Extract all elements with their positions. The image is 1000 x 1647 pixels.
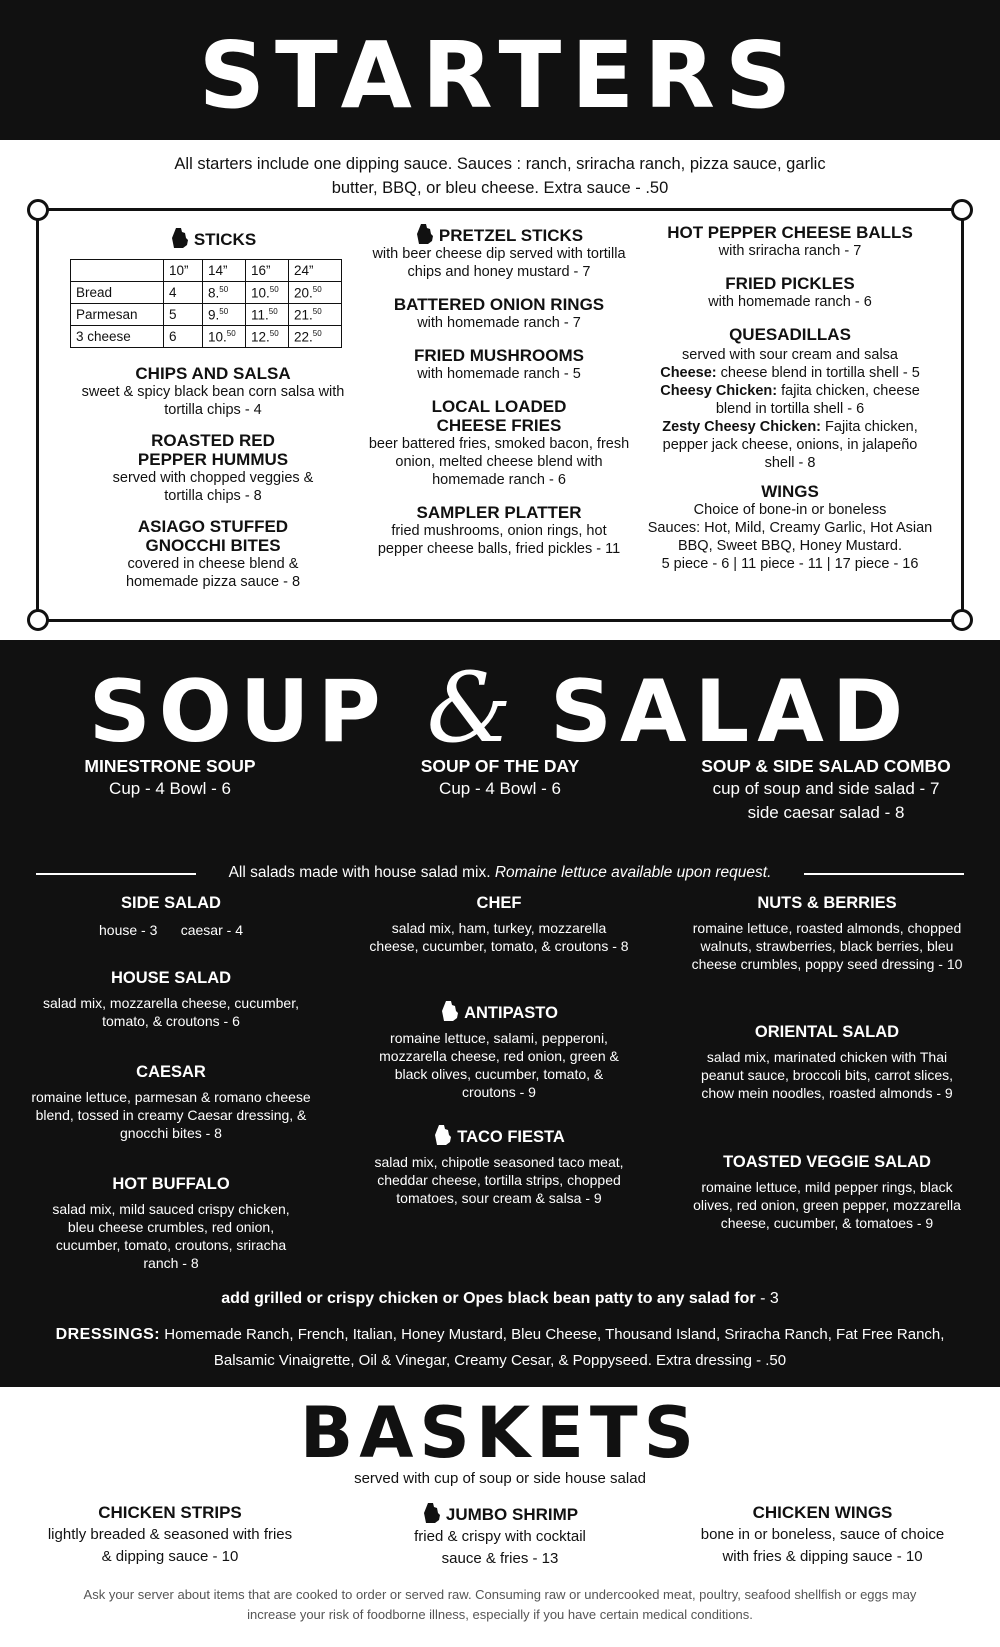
basket-desc: sauce & fries - 13	[441, 1550, 559, 1567]
salad-title-text: TACO FIESTA	[457, 1128, 565, 1146]
salad-desc: salad mix, mild sauced crispy chicken, bleu cheese crumbles, red onion, cucumber, tomato, croutons, sriracha ranch - 8	[52, 1201, 290, 1271]
menu-item	[359, 346, 639, 383]
item-title: LOCAL LOADED CHEESE FRIES	[431, 397, 567, 435]
starters-frame	[36, 208, 964, 622]
frame-corner	[27, 199, 49, 221]
price-cell	[246, 326, 289, 348]
price-value: 21.	[294, 307, 313, 323]
item-desc: with homemade ranch - 7	[417, 315, 581, 331]
price-cell	[289, 326, 342, 348]
item-desc: with homemade ranch - 5	[417, 366, 581, 382]
table-row	[71, 282, 342, 304]
item-title-text: PRETZEL STICKS	[438, 226, 584, 245]
frame-corner	[951, 199, 973, 221]
soup-item	[370, 756, 630, 801]
menu-item	[69, 431, 357, 505]
item-title: FRIED PICKLES	[725, 274, 855, 293]
salad-note-italic: Romaine lettuce available upon request.	[494, 864, 772, 881]
side-house-price: house - 3	[99, 922, 158, 938]
salad-title	[368, 1000, 630, 1023]
salad-veggie	[686, 1152, 968, 1232]
dressings-list	[45, 1322, 955, 1374]
price-cents: 50	[312, 328, 322, 338]
dressings-label: DRESSINGS:	[55, 1326, 161, 1343]
salad-title: NUTS & BERRIES	[757, 894, 897, 912]
desc-label: Cheese:	[660, 365, 717, 381]
size-header: 14”	[203, 260, 246, 282]
item-desc: with sriracha ranch - 7	[718, 243, 862, 259]
salad-desc: romaine lettuce, roasted almonds, chopped walnuts, strawberries, black berries, bleu cheese crumbles, poppy seed dressing - 10	[691, 920, 963, 972]
item-title: BATTERED ONION RINGS	[393, 295, 605, 314]
salad-desc: romaine lettuce, parmesan & romano cheese blend, tossed in creamy Caesar dressing, & gnocchi bites - 8	[31, 1089, 311, 1141]
price-value: 11.	[251, 307, 269, 323]
size-header: 24”	[289, 260, 342, 282]
price-cell	[246, 304, 289, 326]
item-desc	[645, 364, 935, 382]
soup-title: SOUP & SIDE SALAD COMBO	[701, 756, 951, 776]
michigan-icon	[422, 1502, 442, 1524]
basket-title: CHICKEN STRIPS	[98, 1503, 242, 1522]
salad-title: HOT BUFFALO	[112, 1175, 230, 1193]
starters-header-band	[0, 0, 1000, 140]
soup-salad-title	[0, 652, 1000, 764]
frame-corner	[951, 609, 973, 631]
item-title: SAMPLER PLATTER	[416, 503, 582, 522]
desc-text: fajita chicken, cheese blend in tortilla shell - 6	[715, 383, 920, 417]
item-title: WINGS	[761, 482, 819, 501]
salad-title: TOASTED VEGGIE SALAD	[723, 1153, 931, 1171]
basket-desc: lightly breaded & seasoned with fries	[47, 1526, 293, 1543]
item-title: QUESADILLAS	[729, 325, 851, 344]
salad-taco	[368, 1124, 630, 1207]
salad-note	[36, 864, 964, 882]
salad-title: HOUSE SALAD	[110, 969, 232, 987]
item-desc: fried mushrooms, onion rings, hot pepper cheese balls, fried pickles - 11	[377, 523, 621, 557]
baskets-title: BASKETS	[299, 1392, 701, 1474]
price-cents: 50	[226, 328, 236, 338]
menu-item	[645, 482, 935, 573]
price-cell	[203, 326, 246, 348]
side-caesar-price: caesar - 4	[180, 922, 243, 938]
price-cents: 50	[268, 306, 278, 316]
price-cents: 50	[219, 306, 229, 316]
basket-desc: bone in or boneless, sauce of choice	[700, 1526, 945, 1543]
item-desc: served with chopped veggies & tortilla chips - 8	[112, 470, 314, 504]
salad-divider	[36, 864, 964, 882]
soup-item	[676, 756, 976, 825]
frame-corner	[27, 609, 49, 631]
menu-item	[645, 325, 935, 472]
size-header: 16”	[246, 260, 289, 282]
desc-text: cheese blend in tortilla shell - 5	[716, 365, 920, 381]
salad-antipasto	[368, 1000, 630, 1101]
price-cents: 50	[219, 284, 229, 294]
basket-title: CHICKEN WINGS	[752, 1503, 893, 1522]
basket-desc: fried & crispy with cocktail	[414, 1528, 586, 1545]
price-value: 20.	[294, 285, 313, 301]
menu-item	[359, 503, 639, 558]
desc-text: Fajita chicken, pepper jack cheese, onions, in jalapeño shell - 8	[662, 419, 918, 471]
table-row	[71, 260, 342, 282]
menu-item	[359, 397, 639, 489]
salad-desc: salad mix, mozzarella cheese, cucumber, tomato, & croutons - 6	[43, 995, 299, 1029]
soup-price: Cup - 4 Bowl - 6	[439, 779, 561, 798]
salad-buffalo	[40, 1174, 302, 1272]
row-name: Bread	[71, 282, 164, 304]
price-value: 10.	[251, 285, 270, 301]
table-row	[71, 326, 342, 348]
soup-price: cup of soup and side salad - 7	[712, 779, 940, 798]
soup-title: SOUP OF THE DAY	[420, 756, 580, 776]
price-cents: 50	[269, 328, 279, 338]
item-desc: with homemade ranch - 6	[708, 294, 872, 310]
item-desc: 5 piece - 6 | 11 piece - 11 | 17 piece - 16	[661, 556, 919, 572]
salad-addon	[0, 1290, 1000, 1308]
sticks-price-table	[70, 259, 342, 348]
salad-title: SIDE SALAD	[121, 894, 221, 912]
basket-title-text: JUMBO SHRIMP	[445, 1505, 579, 1524]
salad-title	[368, 1124, 630, 1147]
starters-column-3	[645, 211, 935, 573]
price-value: 22.	[294, 329, 313, 345]
starters-title: STARTERS	[198, 22, 802, 129]
menu-item	[645, 223, 935, 260]
price-cell	[203, 282, 246, 304]
basket-item	[680, 1502, 965, 1568]
basket-title	[360, 1502, 640, 1526]
item-title: ROASTED RED PEPPER HUMMUS	[137, 431, 289, 469]
price-cell	[289, 304, 342, 326]
price-value: 12.	[251, 329, 270, 345]
price-cell	[246, 282, 289, 304]
salad-title-text: ANTIPASTO	[464, 1004, 558, 1022]
baskets-note: served with cup of soup or side house salad	[354, 1470, 646, 1487]
menu-item	[69, 517, 357, 591]
item-desc	[645, 418, 935, 472]
basket-desc: & dipping sauce - 10	[101, 1548, 239, 1565]
michigan-icon	[415, 223, 435, 245]
salad-title: CHEF	[476, 894, 522, 912]
item-title: CHIPS AND SALSA	[135, 364, 291, 383]
soup-item	[40, 756, 300, 801]
salad-note-text: All salads made with house salad mix.	[228, 864, 495, 881]
menu-item	[359, 223, 639, 281]
salad-desc: romaine lettuce, mild pepper rings, black olives, red onion, green pepper, mozzarella cheese, cucumber, & tomatoes - 9	[693, 1179, 961, 1231]
salad-oriental	[686, 1022, 968, 1102]
row-name: 3 cheese	[71, 326, 164, 348]
desc-label: Cheesy Chicken:	[660, 383, 778, 399]
michigan-icon	[440, 1000, 460, 1022]
price-cell: 5	[164, 304, 203, 326]
title-ampersand: &	[426, 652, 513, 764]
title-part: SALAD	[512, 662, 912, 762]
salad-desc: salad mix, marinated chicken with Thai peanut sauce, broccoli bits, carrot slices, chow mein noodles, roasted almonds - 9	[700, 1049, 954, 1101]
price-value: 10.	[208, 329, 227, 345]
item-title: HOT PEPPER CHEESE BALLS	[667, 223, 913, 242]
item-title: FRIED MUSHROOMS	[414, 346, 584, 365]
salad-chef	[368, 893, 630, 955]
salad-house	[40, 968, 302, 1030]
starters-column-2	[359, 211, 639, 558]
sticks-title	[69, 227, 357, 249]
item-desc: sweet & spicy black bean corn salsa with tortilla chips - 4	[81, 384, 345, 418]
menu-item	[645, 274, 935, 311]
salad-caesar	[30, 1062, 312, 1142]
menu-item	[69, 364, 357, 419]
item-desc: Sauces: Hot, Mild, Creamy Garlic, Hot Asian BBQ, Sweet BBQ, Honey Mustard.	[647, 520, 933, 554]
soup-price: side caesar salad - 8	[747, 803, 905, 822]
price-value: 9.	[208, 307, 220, 323]
soup-title: MINESTRONE SOUP	[84, 756, 256, 776]
soup-price: Cup - 4 Bowl - 6	[109, 779, 231, 798]
salad-desc: salad mix, ham, turkey, mozzarella cheese, cucumber, tomato, & croutons - 8	[369, 920, 629, 954]
row-name: Parmesan	[71, 304, 164, 326]
item-desc: with beer cheese dip served with tortilla chips and honey mustard - 7	[372, 246, 626, 280]
item-desc	[645, 382, 935, 418]
price-cents: 50	[312, 284, 322, 294]
price-cell: 4	[164, 282, 203, 304]
sticks-label: STICKS	[193, 230, 257, 249]
item-desc: served with sour cream and salsa	[682, 347, 898, 363]
salad-desc: romaine lettuce, salami, pepperoni, mozzarella cheese, red onion, green & black olives, cucumber, tomato, & croutons - 9	[379, 1030, 619, 1100]
item-title	[359, 223, 639, 245]
salad-desc	[30, 921, 312, 939]
michigan-icon	[433, 1124, 453, 1146]
starters-sauce-note: All starters include one dipping sauce. Sauces : ranch, sriracha ranch, pizza sauce, garlic butter, BBQ, or bleu cheese. Extra sauce - .50	[174, 155, 826, 197]
item-desc: Choice of bone-in or boneless	[693, 502, 887, 518]
item-title: ASIAGO STUFFED GNOCCHI BITES	[137, 517, 289, 555]
price-cell	[289, 282, 342, 304]
price-cell: 6	[164, 326, 203, 348]
basket-item	[360, 1502, 640, 1570]
dressings-text: Homemade Ranch, French, Italian, Honey Mustard, Bleu Cheese, Thousand Island, Sriracha Ranch, Fat Free Ranch, Balsamic Vinaigrette, Oil & Vinegar, Creamy Cesar, & Poppyseed. Extra dressing - .50	[160, 1326, 945, 1369]
price-cents: 50	[269, 284, 279, 294]
salad-title: CAESAR	[136, 1063, 206, 1081]
item-desc: beer battered fries, smoked bacon, fresh onion, melted cheese blend with homemade ranch - 6	[368, 436, 630, 488]
basket-desc: with fries & dipping sauce - 10	[722, 1548, 923, 1565]
starters-column-1	[69, 211, 357, 591]
table-cell	[71, 260, 164, 282]
desc-label: Zesty Cheesy Chicken:	[662, 419, 822, 435]
addon-text: add grilled or crispy chicken or Opes black bean patty to any salad for	[221, 1290, 756, 1307]
item-desc: covered in cheese blend & homemade pizza sauce - 8	[125, 556, 301, 590]
menu-item	[359, 295, 639, 332]
table-row	[71, 304, 342, 326]
size-header: 10”	[164, 260, 203, 282]
price-cell	[203, 304, 246, 326]
addon-price: - 3	[755, 1290, 779, 1307]
salad-desc: salad mix, chipotle seasoned taco meat, cheddar cheese, tortilla strips, chopped tomatoes, sour cream & salsa - 9	[374, 1154, 624, 1206]
salad-side	[30, 893, 312, 939]
price-cents: 50	[312, 306, 322, 316]
salad-nuts	[686, 893, 968, 973]
salad-title: ORIENTAL SALAD	[754, 1023, 900, 1041]
basket-item	[30, 1502, 310, 1568]
michigan-icon	[170, 227, 190, 249]
title-part: SOUP	[88, 662, 427, 762]
price-value: 8.	[208, 285, 220, 301]
food-safety-disclaimer: Ask your server about items that are cooked to order or served raw. Consuming raw or undercooked meat, poultry, seafood shellfish or eggs may increase your risk of foodborne illness, especially if you have certain medical conditions.	[83, 1587, 917, 1622]
